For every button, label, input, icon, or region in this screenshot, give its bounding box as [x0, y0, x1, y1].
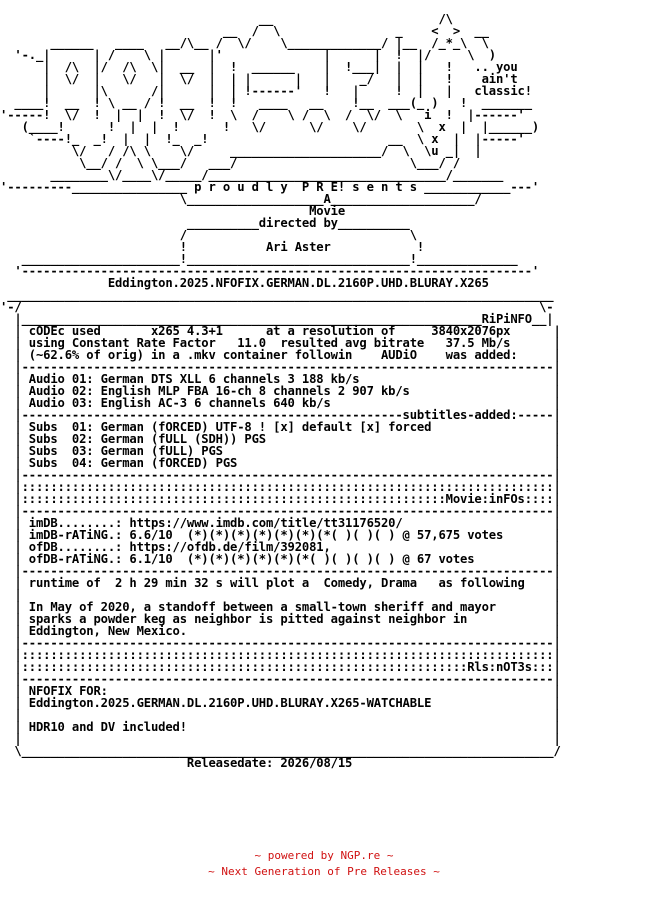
nfo-line: | Audio 01: German DTS XLL 6 channels 3 188 kb/s |	[0, 372, 561, 386]
nfo-line: \___________________A____________________/	[0, 192, 482, 206]
nfo-line: ________\/____\/_____/_________________________________/_______	[0, 168, 504, 182]
nfo-line: '-/ \-	[0, 300, 554, 314]
nfo-line: | In May of 2020, a standoff between a small-town sheriff and mayor |	[0, 600, 561, 614]
nfo-line: ______________________!_______________________________!______________	[0, 252, 518, 266]
nfo-line: | Eddington, New Mexico. |	[0, 624, 561, 638]
nfo-line: |--------------------------------------------------------------------------|	[0, 504, 561, 518]
nfo-line: `----!_ _! | | !_ _! __ \ x | |-----'	[0, 132, 525, 146]
nfo-line: |--------------------------------------------------------------------------|	[0, 360, 561, 374]
nfo-line: __ /\	[0, 13, 453, 26]
nfo-line: | ofDB........: https://ofdb.de/film/392081, |	[0, 540, 561, 554]
nfo-line: | using Constant Rate Factor 11.0 resulted avg bitrate 37.5 Mb/s |	[0, 336, 561, 350]
nfo-line: ! Ari Aster !	[0, 240, 425, 254]
nfo-line: | runtime of 2 h 29 min 32 s will plot a Comedy, Drama as following |	[0, 576, 561, 590]
nfo-line: __________directed by__________	[0, 216, 410, 230]
nfo-line: |--------------------------------------------------------------------------|	[0, 672, 561, 686]
nfo-line: | cODEc used x265 4.3+1 at a resolution of 3840x2076px |	[0, 324, 561, 338]
nfo-line: |--------------------------------------------------------------------------|	[0, 564, 561, 578]
nfo-line: | ofDB-rATiNG.: 6.1/10 (*)(*)(*)(*)(*)(*( )( )( )( ) @ 67 votes |	[0, 552, 561, 566]
nfo-line: \__________________________________________________________________________/	[0, 744, 561, 758]
nfo-line: \__/ / \ \___/ ___/ \___/ /	[0, 156, 460, 170]
nfo-line: | Subs 03: German (fULL) PGS |	[0, 444, 561, 458]
nfo-line: | |\ /| | | !------' ! | ! | | classic!	[0, 84, 532, 98]
nfo-line: | Subs 02: German (fULL (SDH)) PGS |	[0, 432, 561, 446]
nfo-line: | |	[0, 588, 561, 602]
nfo-line: | imDB........: https://www.imdb.com/title/tt31176520/ |	[0, 516, 561, 530]
nfo-line: | /\ |/ /\ \| __ | ! ______ | !___| | | ! .. you	[0, 60, 518, 74]
nfo-line: | Audio 03: English AC-3 6 channels 640 kb/s |	[0, 396, 561, 410]
nfo-line: |::::::::::::::::::::::::::::::::::::::::::::::::::::::::::::::::::::::::::|	[0, 480, 561, 494]
nfo-line: ____! __ ! \ __ / ! __ ! ! ____ __ !__ ___(_ ) ! _______	[0, 96, 532, 110]
nfo-line: __ / \ _ < > __	[0, 24, 489, 38]
nfo-line: ______ ____ __/\__ / \/ \_____________/ |__ /_*_\ \	[0, 36, 489, 50]
nfo-line: | sparks a powder keg as neighbor is pitted against neighbor in |	[0, 612, 561, 626]
footer	[0, 848, 648, 880]
nfo-line: | Audio 02: English MLP FBA 16-ch 8 channels 2 907 kb/s |	[0, 384, 561, 398]
nfo-line: \/ / /\ \ \/ _____________________/ \ \u _| |	[0, 144, 482, 158]
nfo-line: |:::::::::::::::::::::::::::::::::::::::::::::::::::::::::::Movie:inFOs::::|	[0, 492, 561, 506]
nfo-line: '---------________________ p r o u d l y P R E! s e n t s ____________---'	[0, 180, 540, 194]
nfo-line: | Eddington.2025.GERMAN.DL.2160P.UHD.BLURAY.X265-WATCHABLE |	[0, 696, 561, 710]
nfo-line: '-----------------------------------------------------------------------'	[0, 264, 540, 278]
nfo-line: | \/ | \/ | \/ | | | | | _/ | | ! ain't	[0, 72, 518, 86]
nfo-line: |--------------------------------------------------------------------------|	[0, 468, 561, 482]
nfo-line: '-----! \/ ! | | ! \/ ! \ / \ / \ / \/ \ i ! |------'	[0, 108, 525, 122]
nfo-line: | imDB-rATiNG.: 6.6/10 (*)(*)(*)(*)(*)(*)(*( )( )( ) @ 57,675 votes |	[0, 528, 561, 542]
nfo-line: |________________________________________________________________RiPiNFO__|	[0, 312, 554, 326]
nfo-line: Eddington.2025.NFOFIX.GERMAN.DL.2160P.UHD.BLURAY.X265	[0, 276, 489, 290]
footer-powered-by: ~ powered by NGP.re ~	[254, 849, 394, 862]
nfo-line: Movie	[0, 204, 345, 218]
nfo-line: Releasedate: 2026/08/15	[0, 756, 353, 770]
nfo-line: '-._| | / \ | |' | | ! |/ \ )	[0, 48, 496, 62]
nfo-line: |::::::::::::::::::::::::::::::::::::::::::::::::::::::::::::::Rls:nOT3s:::|	[0, 660, 561, 674]
nfo-line: |--------------------------------------------------------------------------|	[0, 636, 561, 650]
nfo-line: |-----------------------------------------------------subtitles-added:-----|	[0, 408, 561, 422]
nfo-line: | NFOFIX FOR: |	[0, 684, 561, 698]
nfo-line: ____________________________________________________________________________	[0, 288, 554, 302]
nfo-line: | |	[0, 732, 561, 746]
nfo-line: | Subs 01: German (fORCED) UTF-8 ! [x] default [x] forced |	[0, 420, 561, 434]
footer-tagline: ~ Next Generation of Pre Releases ~	[208, 865, 440, 878]
nfo-line: | (~62.6% of orig) in a .mkv container followin AUDiO was added: |	[0, 348, 561, 362]
nfo-line: (____! ! | | ! ! \/ \/ \/ \ x | |______)	[0, 120, 540, 134]
nfo-line: / \	[0, 228, 417, 242]
nfo-line: | HDR10 and DV included! |	[0, 720, 561, 734]
nfo-line: | |	[0, 708, 561, 722]
nfo-text	[0, 13, 648, 813]
nfo-line: |::::::::::::::::::::::::::::::::::::::::::::::::::::::::::::::::::::::::::|	[0, 648, 561, 662]
nfo-line: | Subs 04: German (fORCED) PGS |	[0, 456, 561, 470]
